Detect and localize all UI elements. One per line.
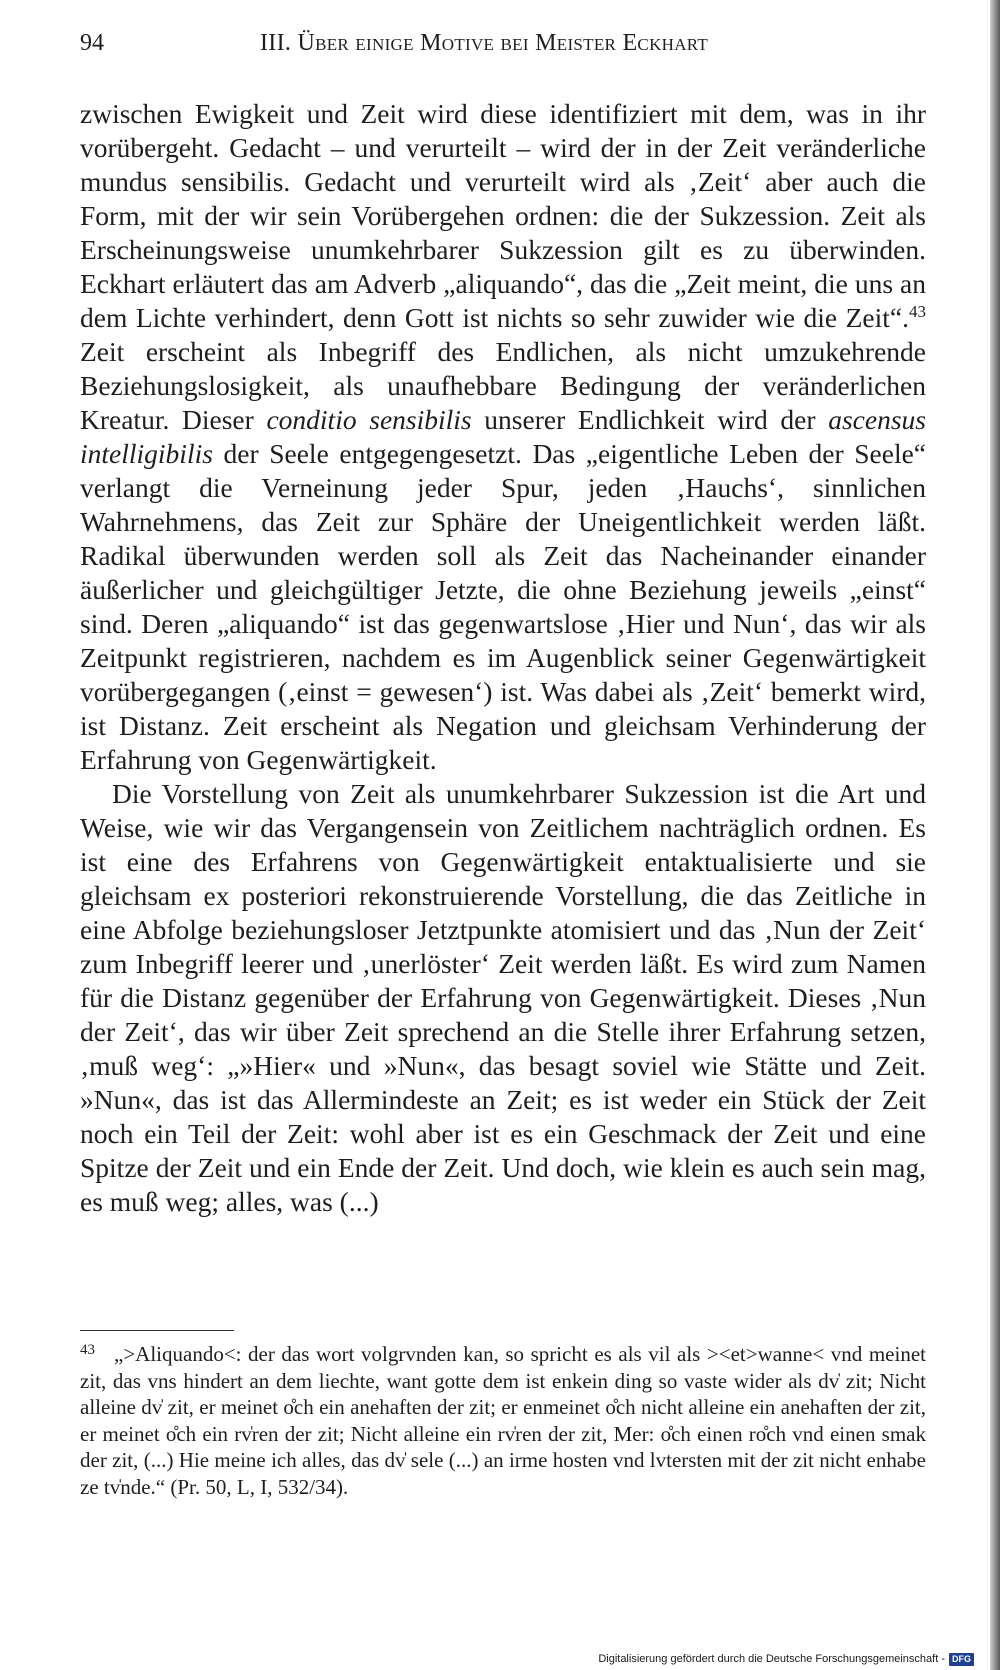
paragraph-1 — [80, 97, 926, 777]
italic-conditio-sensibilis: conditio sensibilis — [266, 404, 472, 435]
paragraph-1-seg3: unserer Endlichkeit wird der — [471, 404, 829, 435]
footnote-reference: 43 — [909, 301, 926, 321]
running-title: III. Über einige Motive bei Meister Eckhart — [260, 30, 709, 56]
footnotes — [80, 1341, 926, 1500]
paragraph-1-seg4: der Seele entgegengesetzt. Das „eigentliche Leben der Seele“ verlangt die Verneinung jeder Spur, jeden ‚Hauchs‘, sinnlichen Wahrnehmens, das Zeit zur Sphäre der Uneigentlichkeit werden läßt. Radikal überwunden werden soll als Zeit das Nacheinander einander äußerlicher und gleichgültiger Jetzte, die ohne Beziehung jeweils „einst“ sind. Deren „aliquando“ ist das gegenwartslose ‚Hier und Nun‘, das wir als Zeitpunkt registrieren, nachdem es im Augenblick seiner Gegenwärtigkeit vorübergegangen (‚einst = gewesen‘) ist. Was dabei als ‚Zeit‘ bemerkt wird, ist Distanz. Zeit erscheint als Negation und gleichsam Verhinderung der Erfahrung von Gegenwärtigkeit. — [80, 438, 926, 775]
footnote-text: „>Aliquando<: der das wort volgrvnden kan, so spricht es als vil als ><et>wanne< vnd meinet zit, das vns hindert an dem liechte, want gotte dem ist enkein ding so vaste wider als dv̍ zit; Nicht alleine dv̍ zit, er meinet o̊ch ein anehaften der zit; er enmeinet o̊ch nicht alleine ein anehaften der zit, er meinet o̊ch ein rv̍ren der zit; Nicht alleine ein rv̍ren der zit, Mer: o̊ch einen ro̊ch vnd einen smak der zit, (...) Hie meine ich alles, das dv̍ sele (...) an irme hosten vnd lvtersten mit der zit nicht enhabe ze tv̍nde.“ (Pr. 50, L, I, 532/34). — [80, 1342, 926, 1499]
footnote-divider — [80, 1330, 234, 1331]
page-number: 94 — [80, 30, 104, 56]
digitization-credit — [598, 1651, 974, 1667]
paragraph-2: Die Vorstellung von Zeit als unumkehrbarer Sukzession ist die Art und Weise, wie wir das Vergangensein von Zeitlichem nachträglich ordnen. Es ist eine des Erfahrens von Gegenwärtigkeit entaktualisierte und sie gleichsam ex posteriori rekonstruierende Vorstellung, die das Zeitliche in eine Abfolge beziehungsloser Jetztpunkte atomisiert und das ‚Nun der Zeit‘ zum Inbegriff leerer und ‚unerlöster‘ Zeit werden läßt. Es wird zum Namen für die Distanz gegenüber der Erfahrung von Gegenwärtigkeit. Dieses ‚Nun der Zeit‘, das wir über Zeit sprechend an die Stelle ihrer Erfahrung setzen, ‚muß weg‘: „»Hier« und »Nun«, das besagt soviel wie Stätte und Zeit. »Nun«, das ist das Allermindeste an Zeit; es ist weder ein Stück der Zeit noch ein Teil der Zeit: wohl aber ist es ein Geschmack der Zeit und eine Spitze der Zeit und ein Ende der Zeit. Und doch, wie klein es auch sein mag, es muß weg; alles, was (...) — [80, 778, 926, 1217]
paragraph-1-seg2: Zeit erscheint als Inbegriff des Endlichen, als nicht umzukehrende Beziehungslosigkeit, als unaufhebbare Bedingung der veränderlichen Kreatur. Dieser — [80, 336, 926, 435]
dfg-logo: DFG — [949, 1653, 974, 1666]
italic-ascensus-intelligibilis: ascensus intelligibilis — [80, 404, 926, 469]
page-edge-shadow — [990, 0, 1000, 1670]
paragraph-1-seg1: zwischen Ewigkeit und Zeit wird diese identifiziert mit dem, was in ihr vorübergeht. Gedacht – und verurteilt – wird der in der Zeit veränderliche mundus sensibilis. Gedacht und verurteilt wird als ‚Zeit‘ aber auch die Form, mit der wir sein Vorübergehen ordnen: die der Sukzession. Zeit als Erscheinungsweise unumkehrbarer Sukzession gilt es zu überwinden. Eckhart erläutert das am Adverb „aliquando“, das die „Zeit meint, die uns an dem Lichte verhindert, denn Gott ist nichts so sehr zuwider wie die Zeit“. — [80, 98, 926, 333]
footnote-number: 43 — [80, 1342, 95, 1358]
footnote-43 — [80, 1341, 926, 1500]
credit-text: Digitalisierung gefördert durch die Deutsche Forschungsgemeinschaft - — [598, 1653, 945, 1665]
body-text — [80, 97, 926, 1219]
running-header — [80, 26, 926, 60]
